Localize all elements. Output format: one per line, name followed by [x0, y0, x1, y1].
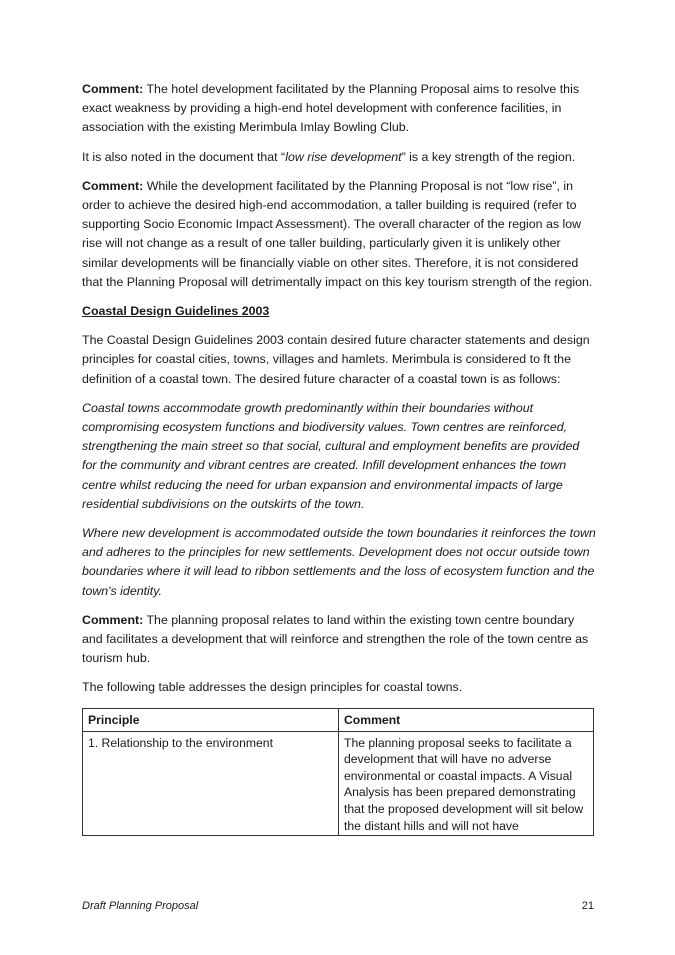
comment-text: The hotel development facilitated by the Planning Proposal aims to resolve this exact weakness by providing a high-end hotel development with conference facilities, in association with the existing Merimbula Imlay Bowling Club. — [82, 82, 580, 135]
header-comment: Comment — [339, 708, 594, 731]
guidelines-intro-paragraph: The Coastal Design Guidelines 2003 contain desired future character statements and design principles for coastal cities, towns, villages and hamlets. Merimbula is considered to ft the definition of a coastal town. The desired future character of a coastal town is as follows: — [82, 333, 590, 386]
comment-paragraph-hotel — [82, 80, 596, 138]
comment-label: Comment: — [82, 82, 144, 96]
comment-text: While the development facilitated by the Planning Proposal is not “low rise”, in order to achieve the desired high-end accommodation, a taller building is required (refer to supporting Socio Economic Impact Assessment). The overall character of the region as low rise will not change as a result of one taller building, particularly given it is unlikely other similar developments will be financially viable on other sites. Therefore, it is not considered that the Planning Proposal will detrimentally impact on this key tourism strength of the region. — [82, 178, 593, 289]
cell-principle: 1. Relationship to the environment — [83, 731, 339, 836]
table-row — [83, 731, 594, 836]
comment-label: Comment: — [82, 178, 144, 193]
table-intro-paragraph: The following table addresses the design principles for coastal towns. — [82, 680, 463, 695]
comment-paragraph-town-centre — [82, 611, 596, 669]
low-rise-paragraph — [82, 148, 596, 167]
comment-paragraph-low-rise — [82, 177, 596, 292]
design-principles-table — [82, 708, 594, 837]
italic-phrase: low rise development — [285, 149, 402, 164]
text-run: ” is a key strength of the region. — [401, 149, 576, 164]
text-run: It is also noted in the document that “ — [82, 149, 286, 164]
quote-new-development: Where new development is accommodated outside the town boundaries it reinforces the town and adheres to the principles for new settlements. Development does not occur outside town boundaries where it will lead to ribbon settlements and the loss of ecosystem function and the town's identity. — [82, 526, 596, 598]
section-heading: Coastal Design Guidelines 2003 — [82, 304, 270, 319]
document-body — [82, 80, 596, 836]
quote-desired-character: Coastal towns accommodate growth predominantly within their boundaries without compromising ecosystem functions and biodiversity values. Town centres are reinforced, strengthening the main street so that social, cultural and employment benefits are provided for the community and vibrant centres are created. Infill development enhances the town centre whilst reducing the need for urban expansion and environmental impacts of large residential subdivisions on the outskirts of the town. — [82, 400, 580, 511]
header-principle: Principle — [83, 708, 339, 731]
comment-text: The planning proposal relates to land within the existing town centre boundary and facilitates a development that will reinforce and strengthen the role of the town centre as tourism hub. — [82, 612, 589, 666]
page-number: 21 — [581, 900, 594, 912]
footer-title: Draft Planning Proposal — [82, 900, 199, 912]
table-header-row — [83, 708, 594, 731]
comment-label: Comment: — [82, 612, 144, 627]
cell-comment: The planning proposal seeks to facilitate a development that will have no adverse environmental or coastal impacts. A Visual Analysis has been prepared demonstrating that the proposed development will sit below the distant hills and will not have — [339, 731, 594, 836]
